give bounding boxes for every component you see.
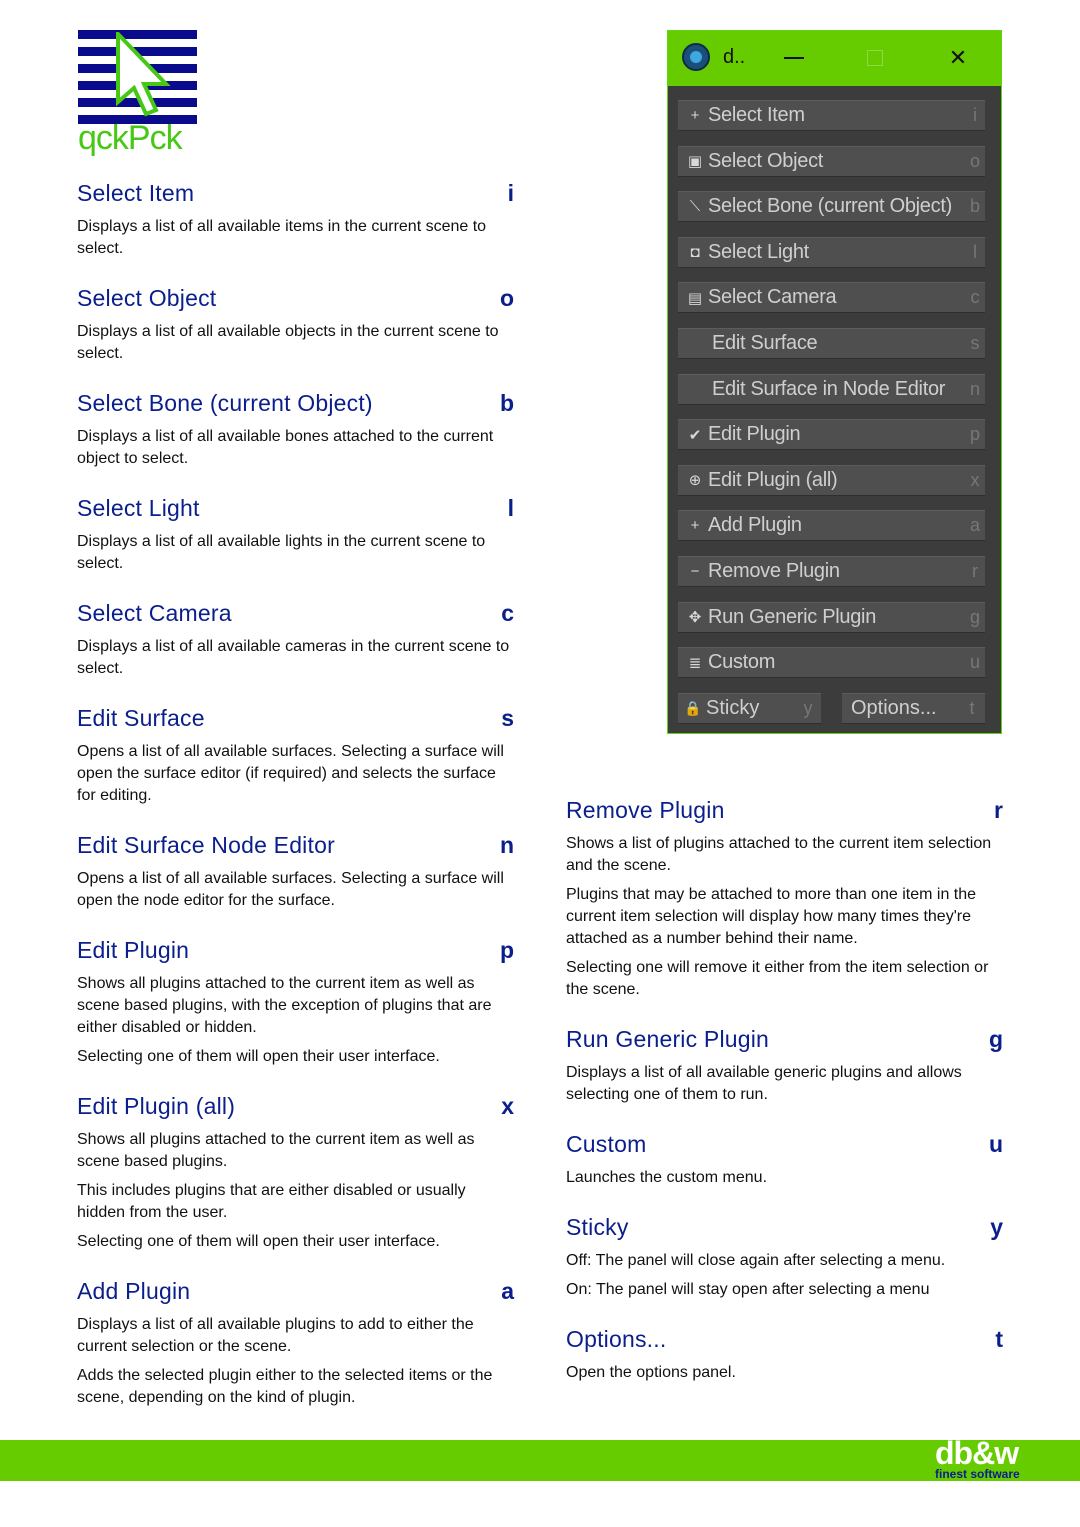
shortcut-entry	[566, 1131, 1003, 1189]
maximize-icon[interactable]	[860, 43, 890, 73]
entry-shortcut-key: g	[988, 1026, 1003, 1052]
entry-description: Off: The panel will close again after selecting a menu.	[566, 1252, 946, 1269]
menu-item-key: p	[969, 424, 980, 445]
entry-heading	[77, 1278, 514, 1308]
menu-item-key: l	[973, 241, 977, 262]
entry-title: Options...	[566, 1326, 667, 1352]
panel-menu-button[interactable]	[678, 510, 985, 541]
panel-menu-button[interactable]	[678, 602, 985, 633]
entry-title: Edit Plugin (all)	[77, 1093, 236, 1119]
menu-item-label: Edit Surface in Node Editor	[712, 377, 946, 400]
menu-item-key: r	[972, 561, 978, 581]
entry-shortcut-key: u	[988, 1131, 1003, 1157]
entry-title: Select Camera	[77, 600, 232, 626]
entry-description: Displays a list of all available plugins to add to either the current selection or the scene.	[77, 1316, 474, 1355]
entry-description: Opens a list of all available surfaces. Selecting a surface will open the surface editor (if required) and selects the surface for editing.	[77, 743, 504, 804]
options-button[interactable]	[842, 693, 985, 724]
brand-tagline: finest software	[935, 1467, 1020, 1481]
entry-shortcut-key: a	[501, 1278, 514, 1304]
entry-shortcut-key: r	[994, 797, 1003, 823]
menu-item-label: Select Item	[708, 104, 805, 126]
entry-title: Edit Plugin	[77, 937, 190, 963]
entry-description: Displays a list of all available objects in the current scene to select.	[77, 323, 499, 362]
entry-title: Edit Surface Node Editor	[77, 832, 335, 858]
menu-item-label: Custom	[708, 651, 776, 674]
menu-item-label: Select Camera	[708, 286, 837, 309]
panel-title-bar	[668, 31, 1001, 86]
entry-description: Displays a list of all available bones attached to the current object to select.	[77, 428, 494, 467]
entry-description: Selecting one of them will open their user interface.	[77, 1048, 440, 1065]
entry-description: Displays a list of all available lights in the current scene to select.	[77, 533, 486, 572]
menu-item-key: u	[969, 652, 980, 673]
panel-menu-button[interactable]	[678, 374, 985, 405]
menu-item-label: Edit Surface	[712, 332, 818, 354]
entry-shortcut-key: n	[499, 832, 514, 858]
entry-description: Selecting one of them will open their user interface.	[77, 1233, 440, 1250]
menu-item-icon: ▤	[687, 289, 703, 307]
entry-description: Plugins that may be attached to more than one item in the current item selection will display how many times they're attached as a number behind their name.	[566, 886, 977, 947]
entry-description: Shows all plugins attached to the current item as well as scene based plugins, with the exception of plugins that are either disabled or hidden.	[77, 975, 492, 1036]
menu-item-label: Add Plugin	[708, 514, 802, 537]
entry-description: Displays a list of all available cameras in the current scene to select.	[77, 638, 510, 677]
shortcut-entry	[77, 285, 514, 365]
entry-title: Custom	[566, 1131, 647, 1157]
entry-description: Open the options panel.	[566, 1364, 736, 1381]
shortcut-entry	[77, 1093, 514, 1253]
menu-item-label: Remove Plugin	[708, 560, 840, 582]
entry-description: Displays a list of all available generic plugins and allows selecting one of them to run.	[566, 1064, 962, 1103]
entry-shortcut-key: x	[501, 1093, 514, 1119]
entry-description: Launches the custom menu.	[566, 1169, 768, 1186]
menu-item-icon: ✔	[688, 426, 702, 444]
entry-shortcut-key: s	[501, 705, 514, 731]
menu-item-icon: ◘	[690, 243, 700, 261]
menu-item-icon: ▣	[687, 153, 703, 171]
entry-title: Select Object	[77, 285, 217, 311]
menu-item-key: g	[969, 606, 980, 627]
menu-item-key: a	[969, 515, 980, 536]
shortcut-entry	[77, 1278, 514, 1409]
panel-menu-button[interactable]	[678, 328, 985, 359]
entry-description: Adds the selected plugin either to the selected items or the scene, depending on the kind of plugin.	[77, 1367, 493, 1406]
sticky-key: y	[803, 698, 813, 718]
cursor-arrow-icon	[116, 32, 176, 118]
menu-item-label: Select Object	[708, 149, 824, 172]
shortcut-entry	[77, 705, 514, 807]
footer-bar	[0, 1435, 1080, 1481]
entry-title: Run Generic Plugin	[566, 1026, 770, 1052]
dbw-logo	[935, 1435, 1035, 1482]
menu-item-key: i	[973, 105, 977, 125]
entry-heading	[77, 600, 514, 630]
entry-description: Selecting one will remove it either from the item selection or the scene.	[566, 959, 989, 998]
menu-item-icon: +	[690, 517, 700, 535]
shortcut-entry	[566, 1326, 1003, 1384]
menu-item-label: Edit Plugin	[708, 423, 801, 446]
entry-description: Shows a list of plugins attached to the current item selection and the scene.	[566, 835, 992, 874]
menu-item-icon: ⊕	[688, 472, 702, 490]
menu-item-label: Edit Plugin (all)	[708, 468, 838, 491]
options-label: Options...	[851, 697, 937, 719]
panel-menu-button[interactable]	[678, 282, 985, 313]
panel-menu-button[interactable]	[678, 237, 985, 268]
entry-shortcut-key: l	[507, 495, 514, 521]
menu-item-label: Select Light	[708, 240, 809, 263]
menu-item-icon: +	[690, 107, 700, 124]
lock-icon: 🔒	[684, 700, 702, 716]
entry-description: Displays a list of all available items in the current scene to select.	[77, 218, 487, 257]
entry-description: Shows all plugins attached to the current item as well as scene based plugins.	[77, 1131, 475, 1170]
minimize-icon[interactable]	[780, 43, 810, 73]
entry-shortcut-key: t	[995, 1326, 1003, 1352]
entry-heading	[77, 390, 514, 420]
entry-title: Sticky	[566, 1214, 629, 1240]
shortcut-entry	[77, 600, 514, 680]
menu-item-key: n	[969, 378, 980, 399]
shortcut-entry	[77, 832, 514, 912]
menu-item-icon: −	[690, 563, 700, 580]
panel-menu-button[interactable]	[678, 647, 985, 678]
menu-item-key: c	[970, 287, 980, 308]
entry-title: Select Light	[77, 495, 200, 521]
entry-title: Select Bone (current Object)	[77, 390, 373, 416]
entry-heading	[566, 797, 1003, 827]
menu-item-key: o	[969, 150, 980, 171]
entry-heading	[77, 285, 514, 315]
shortcut-entry	[566, 797, 1003, 1001]
entry-heading	[566, 1026, 1003, 1056]
menu-item-label: Select Bone (current Object)	[708, 195, 952, 218]
entry-heading	[77, 495, 514, 525]
menu-item-icon: ≣	[688, 654, 702, 672]
panel-menu-button[interactable]	[678, 556, 985, 587]
menu-item-label: Run Generic Plugin	[708, 605, 877, 628]
entry-shortcut-key: c	[501, 600, 514, 626]
panel-menu-button[interactable]	[678, 100, 985, 131]
brand-name: db&w	[935, 1435, 1019, 1471]
logo-text: qckPck	[78, 119, 182, 157]
panel-menu-button[interactable]	[678, 146, 985, 177]
shortcut-entry	[566, 1214, 1003, 1301]
entry-shortcut-key: b	[499, 390, 514, 416]
panel-menu-button[interactable]	[678, 191, 985, 222]
entry-shortcut-key: i	[507, 180, 514, 206]
shortcut-entry	[77, 495, 514, 575]
qckpck-panel-window	[667, 30, 1002, 734]
left-column	[77, 180, 514, 1409]
shortcut-entry	[77, 937, 514, 1068]
entry-description: On: The panel will stay open after selecting a menu	[566, 1281, 930, 1298]
menu-item-icon: ⟍	[689, 198, 701, 216]
entry-description: Opens a list of all available surfaces. Selecting a surface will open the node editor for the surface.	[77, 870, 504, 909]
shortcut-entry	[566, 1026, 1003, 1106]
entry-heading	[566, 1214, 1003, 1244]
entry-description: This includes plugins that are either disabled or usually hidden from the user.	[77, 1182, 466, 1221]
panel-menu-button[interactable]	[678, 465, 985, 496]
entry-heading	[77, 1093, 514, 1123]
entry-shortcut-key: p	[499, 937, 514, 963]
entry-title: Add Plugin	[77, 1278, 191, 1304]
sticky-button[interactable]	[678, 693, 821, 724]
qckpck-logo	[78, 30, 198, 157]
entry-title: Select Item	[77, 180, 195, 206]
menu-item-key: b	[969, 196, 980, 217]
close-icon[interactable]: ✕	[948, 45, 968, 70]
entry-title: Edit Surface	[77, 705, 205, 731]
entry-heading	[77, 705, 514, 735]
entry-heading	[77, 180, 514, 210]
options-key: t	[969, 698, 975, 718]
entry-shortcut-key: y	[990, 1214, 1003, 1240]
menu-item-key: x	[970, 469, 980, 490]
entry-heading	[566, 1131, 1003, 1161]
panel-menu-button[interactable]	[678, 419, 985, 450]
entry-shortcut-key: o	[499, 285, 514, 311]
entry-heading	[566, 1326, 1003, 1356]
panel-title: d..	[723, 46, 746, 68]
entry-heading	[77, 832, 514, 862]
shortcut-entry	[77, 390, 514, 470]
right-column	[566, 797, 1003, 1384]
app-icon	[682, 43, 710, 71]
sticky-label: Sticky	[706, 697, 760, 719]
entry-title: Remove Plugin	[566, 797, 725, 823]
menu-item-icon: ✥	[688, 609, 702, 627]
shortcut-entry	[77, 180, 514, 260]
menu-item-key: s	[970, 333, 980, 353]
entry-heading	[77, 937, 514, 967]
